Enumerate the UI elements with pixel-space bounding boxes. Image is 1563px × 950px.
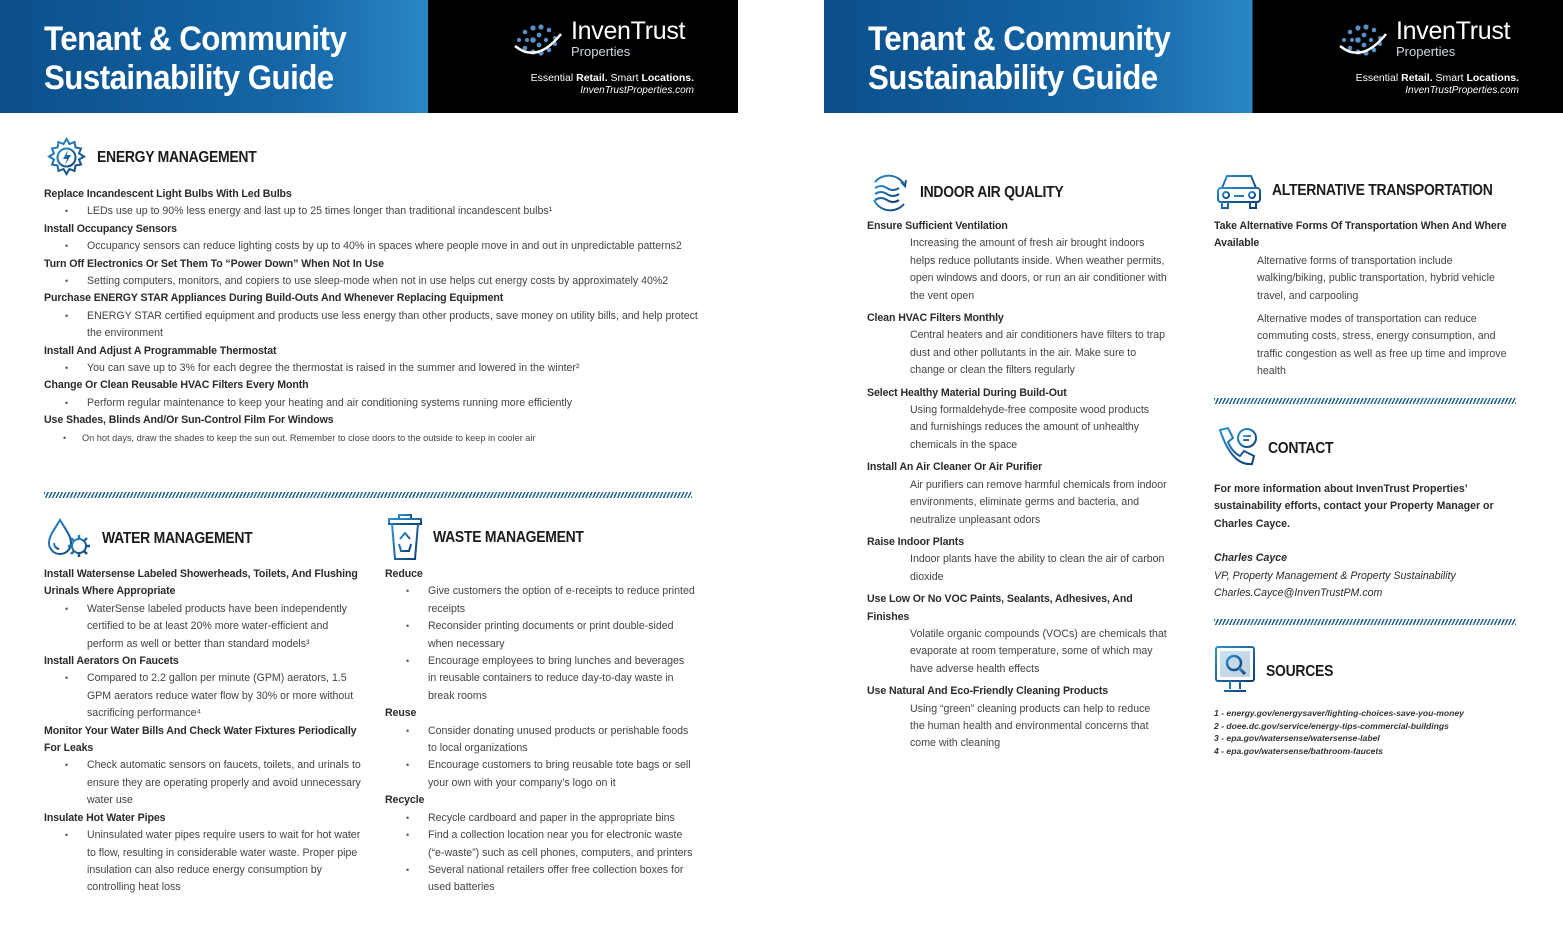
water-bullets [44,670,362,722]
page-title: Tenant & Community Sustainability Guide [44,20,347,97]
energy-title: ENERGY MANAGEMENT [97,148,257,166]
air-flow-icon [867,168,912,218]
water-title: WATER MANAGEMENT [102,529,253,547]
air-item-heading: Use Natural And Eco-Friendly Cleaning Products [867,685,1109,698]
waste-bullet: • Give customers the option of e-receipts to reduce printed receipts [385,583,695,618]
water-bullets [44,757,362,809]
water-item-heading: Install Watersense Labeled Showerheads, Toilets, And Flushing Urinals Where Appropriate [44,568,358,598]
page-left [0,0,738,950]
transport-section-header [1214,170,1517,212]
source-link[interactable]: 2 - doee.dc.gov/service/energy-tips-commercial-buildings [1214,720,1449,731]
air-list [867,218,1167,753]
waste-bullet: • Encourage employees to bring lunches and beverages in reusable containers to reduce day-to-day waste in break rooms [385,653,695,705]
air-item-text: Using “green” cleaning products can help to reduce the human health and environmental concerns that come with cleaning [910,702,1151,750]
energy-bullet: • Perform regular maintenance to keep your heating and air conditioning systems running more efficiently [44,395,704,412]
water-bullet: • Uninsulated water pipes require users to wait for hot water to flow, resulting in considerable water waste. Proper pipe insulation can also reduce energy consumption by controlling heat loss [44,827,362,897]
waste-bullets [385,810,695,897]
car-icon [1214,170,1264,212]
brand-sub: Properties [1396,44,1456,59]
air-item-heading: Use Low Or No VOC Paints, Sealants, Adhesives, And Finishes [867,593,1133,623]
air-item-heading: Ensure Sufficient Ventilation [867,220,1008,232]
water-bullets [44,601,362,653]
energy-item-heading: Install And Adjust A Programmable Thermostat [44,344,277,357]
energy-list [44,186,704,447]
source-link[interactable]: 3 - epa.gov/watersense/watersense-label [1214,733,1380,744]
energy-item-heading: Purchase ENERGY STAR Appliances During Build-Outs And Whenever Replacing Equipment [44,292,504,305]
monitor-search-icon [1214,645,1258,699]
phone-chat-icon [1214,424,1260,474]
contact-email[interactable]: Charles.Cayce@InvenTrustPM.com [1214,587,1383,600]
energy-bullet: • Occupancy sensors can reduce lighting costs by up to 40% in spaces where people move in and out in unpredictable patterns2 [44,238,704,255]
transport-paragraph: Alternative modes of transportation can reduce commuting costs, stress, energy consumption, and traffic congestion as well as free up time and improve health [1257,313,1507,378]
water-item-heading: Insulate Hot Water Pipes [44,811,166,824]
brand-name: InvenTrust [1396,17,1511,45]
energy-item-heading: Use Shades, Blinds And/Or Sun-Control Film For Windows [44,414,334,427]
website-url: InvenTrustProperties.com [1405,85,1519,96]
air-item-heading: Clean HVAC Filters Monthly [867,312,1004,325]
air-section-header [867,168,1079,218]
air-item-text: Volatile organic compounds (VOCs) are chemicals that evaporate at room temperature, some of which may have adverse health effects [910,627,1167,675]
energy-section-header [44,135,274,180]
waste-list [385,566,695,897]
gear-energy-icon [44,135,89,180]
energy-bullet: • LEDs use up to 90% less energy and last up to 25 times longer than traditional incandescent bulbs¹ [44,203,704,220]
water-bullets [44,827,362,897]
section-divider [44,492,692,498]
waste-section-header [385,513,600,563]
waste-bullets [385,583,695,705]
energy-bullet: • On hot days, draw the shades to keep the sun out. Remember to close doors to the outside to keep in cooler air [44,430,704,447]
air-title: INDOOR AIR QUALITY [920,184,1064,201]
source-link[interactable]: 4 - epa.gov/watersense/bathroom-faucets [1214,745,1384,756]
header-banner [0,0,738,113]
contact-description: For more information about InvenTrust Properties’ sustainability efforts, contact your Property Manager or Charles Cayce. [1214,483,1494,530]
energy-item-heading: Install Occupancy Sensors [44,222,177,235]
sources-section-header [1214,645,1341,699]
brand-name: InvenTrust [571,17,686,45]
water-list [44,566,362,897]
transport-list [1214,218,1514,381]
tagline: Essential Retail. Smart Locations. [530,72,694,84]
water-bullet: • Compared to 2.2 gallon per minute (GPM) aerators, 1.5 GPM aerators reduce water flow by 30% or more without sacrificing performance⁴ [44,670,362,722]
waste-title: WASTE MANAGEMENT [433,529,584,546]
energy-item-heading: Replace Incandescent Light Bulbs With Led Bulbs [44,188,292,200]
water-section-header [44,516,269,561]
header-banner [824,0,1563,113]
waste-item-heading: Reuse [385,707,417,720]
water-bullet: • Check automatic sensors on faucets, toilets, and urinals to ensure they are operating properly and avoid unnecessary water use [44,757,362,809]
waste-bullet: • Find a collection location near you for electronic waste (“e-waste”) such as cell phones, computers, and printers [385,827,695,862]
waste-item-heading: Reduce [385,568,423,580]
brand-sub: Properties [571,44,631,59]
waste-bullet: • Consider donating unused products or perishable foods to local organizations [385,723,695,758]
water-item-heading: Install Aerators On Faucets [44,655,179,668]
energy-bullets [44,238,704,255]
contact-info [1214,481,1514,602]
air-item-heading: Select Healthy Material During Build-Out [867,386,1067,399]
waste-item-heading: Recycle [385,794,425,807]
air-item-heading: Raise Indoor Plants [867,535,964,548]
waste-bullets [385,723,695,793]
energy-bullet: • Setting computers, monitors, and copiers to use sleep-mode when not in use helps cut energy costs by approximately 40%2 [44,273,704,290]
transport-title: ALTERNATIVE TRANSPORTATION [1272,182,1493,199]
globe-logo-icon [1334,20,1390,60]
website-url: InvenTrustProperties.com [580,85,694,96]
air-item-text: Indoor plants have the ability to clean the air of carbon dioxide [910,553,1165,583]
waste-bullet: • Reconsider printing documents or print double-sided when necessary [385,618,695,653]
energy-bullets [44,273,704,290]
energy-bullets [44,308,704,343]
air-item-heading: Install An Air Cleaner Or Air Purifier [867,461,1043,474]
energy-item-heading: Change Or Clean Reusable HVAC Filters Every Month [44,379,309,392]
source-link[interactable]: 1 - energy.gov/energysaver/lighting-choices-save-you-money [1214,708,1464,718]
air-item-text: Using formaldehyde-free composite wood products and furnishings reduces the amount of unhealthy chemicals in the space [910,404,1150,451]
tagline: Essential Retail. Smart Locations. [1355,72,1519,84]
water-bullet: • WaterSense labeled products have been independently certified to be at least 20% more water-efficient and perform as well or better than standard models³ [44,601,362,653]
air-item-text: Air purifiers can remove harmful chemicals from indoor environments, eliminate germs and bacteria, and neutralize unpleasant odors [910,478,1167,526]
waste-bullet: • Encourage customers to bring reusable tote bags or sell your own with your company’s logo on it [385,757,695,792]
energy-item-heading: Turn Off Electronics Or Set Them To “Power Down” When Not In Use [44,257,384,270]
page-right [824,0,1563,950]
contact-name: Charles Cayce [1214,552,1288,565]
transport-heading: Take Alternative Forms Of Transportation When And Where Available [1214,220,1507,250]
transport-paragraph: Alternative forms of transportation include walking/biking, public transportation, hybrid vehicle travel, and carpooling [1257,254,1495,302]
contact-title: CONTACT [1268,440,1334,457]
waste-bullet: • Recycle cardboard and paper in the appropriate bins [385,810,695,827]
energy-bullet: • You can save up to 3% for each degree the thermostat is raised in the summer and lowered in the winter² [44,360,704,377]
energy-bullets [44,360,704,377]
globe-logo-icon [509,20,565,60]
section-divider [1214,398,1516,404]
waste-bullet: • Several national retailers offer free collection boxes for used batteries [385,862,695,897]
energy-bullets [44,395,704,412]
recycle-bin-icon [385,513,425,563]
air-item-text: Central heaters and air conditioners have filters to trap dust and other pollutants in the air. Make sure to change or clean the filters regularly [910,329,1165,377]
water-item-heading: Monitor Your Water Bills And Check Water Fixtures Periodically For Leaks [44,724,357,755]
contact-section-header [1214,424,1341,474]
energy-bullet: • ENERGY STAR certified equipment and products use less energy than other products, save money on utility bills, and help protect the environment [44,308,704,343]
water-gear-icon [44,516,94,561]
page-title: Tenant & Community Sustainability Guide [868,20,1171,97]
sources-title: SOURCES [1266,663,1334,680]
contact-role: VP, Property Management & Property Sustainability [1214,569,1456,582]
section-divider [1214,619,1516,625]
sources-list [1214,707,1544,757]
energy-bullets [44,203,704,220]
energy-bullets [44,430,704,447]
air-item-text: Increasing the amount of fresh air brought indoors helps reduce pollutants inside. When weather permits, open windows and doors, or run an air conditioner with the vent open [910,237,1167,302]
